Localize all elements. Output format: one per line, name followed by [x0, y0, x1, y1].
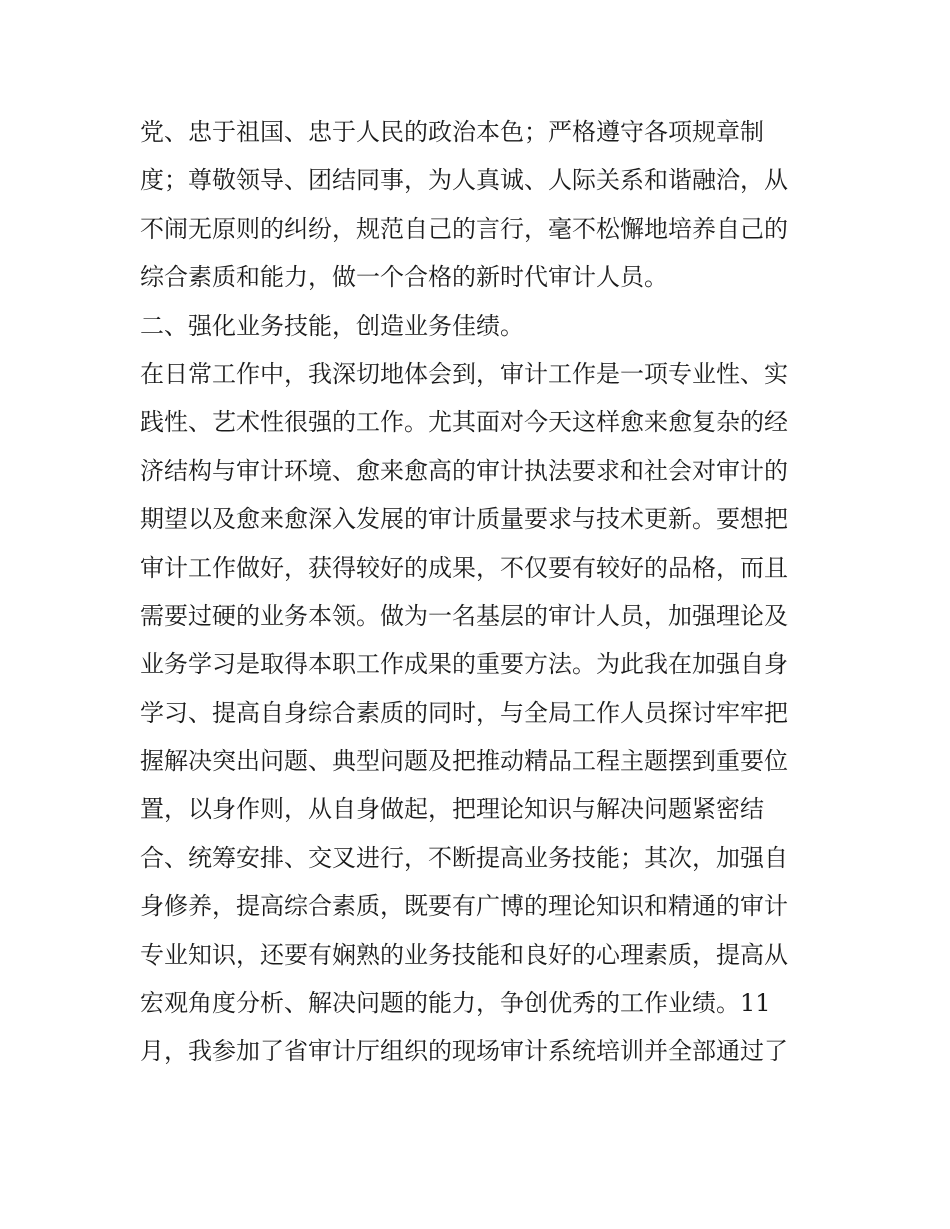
text-line: 度；尊敬领导、团结同事，为人真诚、人际关系和谐融洽，从 [140, 166, 788, 195]
section-heading: 二、强化业务技能，创造业务佳绩。 [140, 311, 524, 340]
text-line: 置，以身作则，从自身做起，把理论知识与解决问题紧密结 [140, 795, 764, 824]
text-line: 学习、提高自身综合素质的同时，与全局工作人员探讨牢牢把 [140, 698, 788, 727]
document-body [140, 108, 820, 1076]
text-line: 握解决突出问题、典型问题及把推动精品工程主题摆到重要位 [140, 747, 788, 776]
text-line: 期望以及愈来愈深入发展的审计质量要求与技术更新。要想把 [140, 505, 788, 534]
text-line: 践性、艺术性很强的工作。尤其面对今天这样愈来愈复杂的经 [140, 408, 788, 437]
text-line: 审计工作做好，获得较好的成果，不仅要有较好的品格，而且 [140, 553, 788, 582]
text-line: 月，我参加了省审计厅组织的现场审计系统培训并全部通过了 [140, 1037, 788, 1066]
text-line: 业务学习是取得本职工作成果的重要方法。为此我在加强自身 [140, 650, 788, 679]
text-line: 专业知识，还要有娴熟的业务技能和良好的心理素质，提高从 [140, 940, 788, 969]
text-line: 身修养，提高综合素质，既要有广博的理论知识和精通的审计 [140, 892, 788, 921]
text-line: 党、忠于祖国、忠于人民的政治本色；严格遵守各项规章制 [140, 118, 764, 146]
text-line: 宏观角度分析、解决问题的能力，争创优秀的工作业绩。11 [140, 989, 771, 1018]
text-line: 济结构与审计环境、愈来愈高的审计执法要求和社会对审计的 [140, 456, 788, 485]
text-line: 需要过硬的业务本领。做为一名基层的审计人员，加强理论及 [140, 601, 788, 630]
text-line: 合、统筹安排、交叉进行，不断提高业务技能；其次，加强自 [140, 843, 788, 872]
text-line: 综合素质和能力，做一个合格的新时代审计人员。 [140, 263, 668, 292]
text-line: 不闹无原则的纠纷，规范自己的言行，毫不松懈地培养自己的 [140, 214, 788, 243]
text-line: 在日常工作中，我深切地体会到，审计工作是一项专业性、实 [140, 359, 788, 388]
